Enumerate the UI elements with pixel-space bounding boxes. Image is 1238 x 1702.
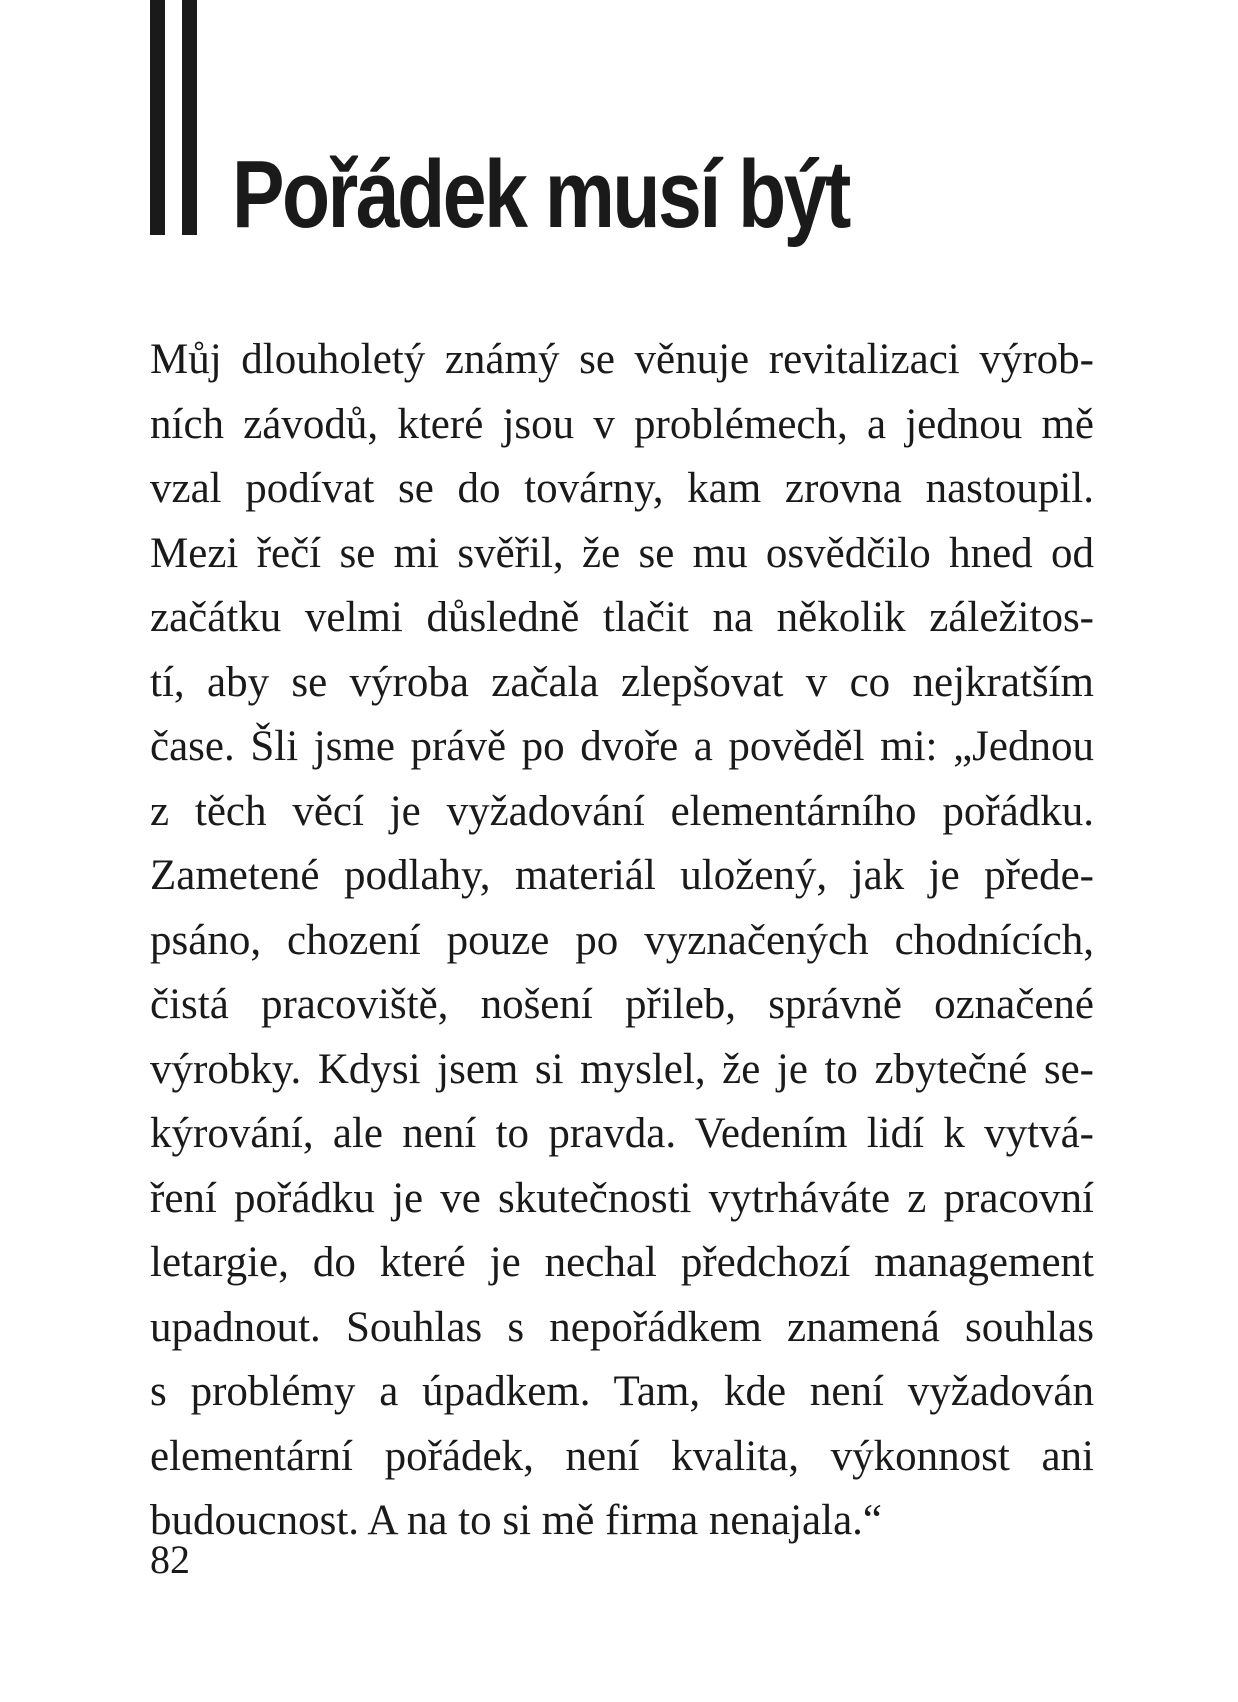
text-line: s problémy a úpadkem. Tam, kde není vyžadován — [150, 1368, 1094, 1415]
text-line: letargie, do které je nechal předchozí management — [150, 1239, 1094, 1286]
text-line: Zametené podlahy, materiál uložený, jak je přede- — [150, 852, 1094, 899]
text-line-last: budoucnost. A na to si mě firma nenajala.“ — [150, 1497, 883, 1544]
text-line: upadnout. Souhlas s nepořádkem znamená souhlas — [150, 1303, 1094, 1351]
chapter-marker-bar-left — [150, 0, 165, 235]
text-line: elementární pořádek, není kvalita, výkonnost ani — [150, 1432, 1094, 1480]
text-line: čistá pracoviště, nošení přileb, správně označené — [150, 981, 1094, 1028]
text-line: Můj dlouholetý známý se věnuje revitalizaci výrob- — [150, 336, 1094, 383]
text-line: z těch věcí je vyžadování elementárního pořádku. — [150, 787, 1094, 835]
text-line: výrobky. Kdysi jsem si myslel, že je to zbytečné se- — [150, 1045, 1094, 1093]
text-line: ních závodů, které jsou v problémech, a jednou mě — [150, 400, 1094, 448]
chapter-title: Pořádek musí být — [232, 141, 849, 248]
text-line: psáno, chození pouze po vyznačených chodnících, — [150, 916, 1094, 964]
text-line: Mezi řečí se mi svěřil, že se mu osvědčilo hned od — [150, 529, 1094, 577]
page-number: 82 — [150, 1537, 190, 1582]
chapter-marker-bar-right — [182, 0, 197, 235]
text-line: čase. Šli jsme právě po dvoře a pověděl mi: „Jednou — [150, 723, 1094, 770]
text-line: kýrování, ale není to pravda. Vedením lidí k vytvá- — [150, 1110, 1094, 1157]
text-line: ření pořádku je ve skutečnosti vytrháváte z pracovní — [150, 1174, 1094, 1222]
text-line: začátku velmi důsledně tlačit na několik záležitos- — [150, 594, 1094, 641]
text-line: tí, aby se výroba začala zlepšovat v co nejkratším — [150, 658, 1094, 706]
body-paragraph — [150, 328, 1094, 1554]
text-line: vzal podívat se do továrny, kam zrovna nastoupil. — [150, 465, 1094, 512]
